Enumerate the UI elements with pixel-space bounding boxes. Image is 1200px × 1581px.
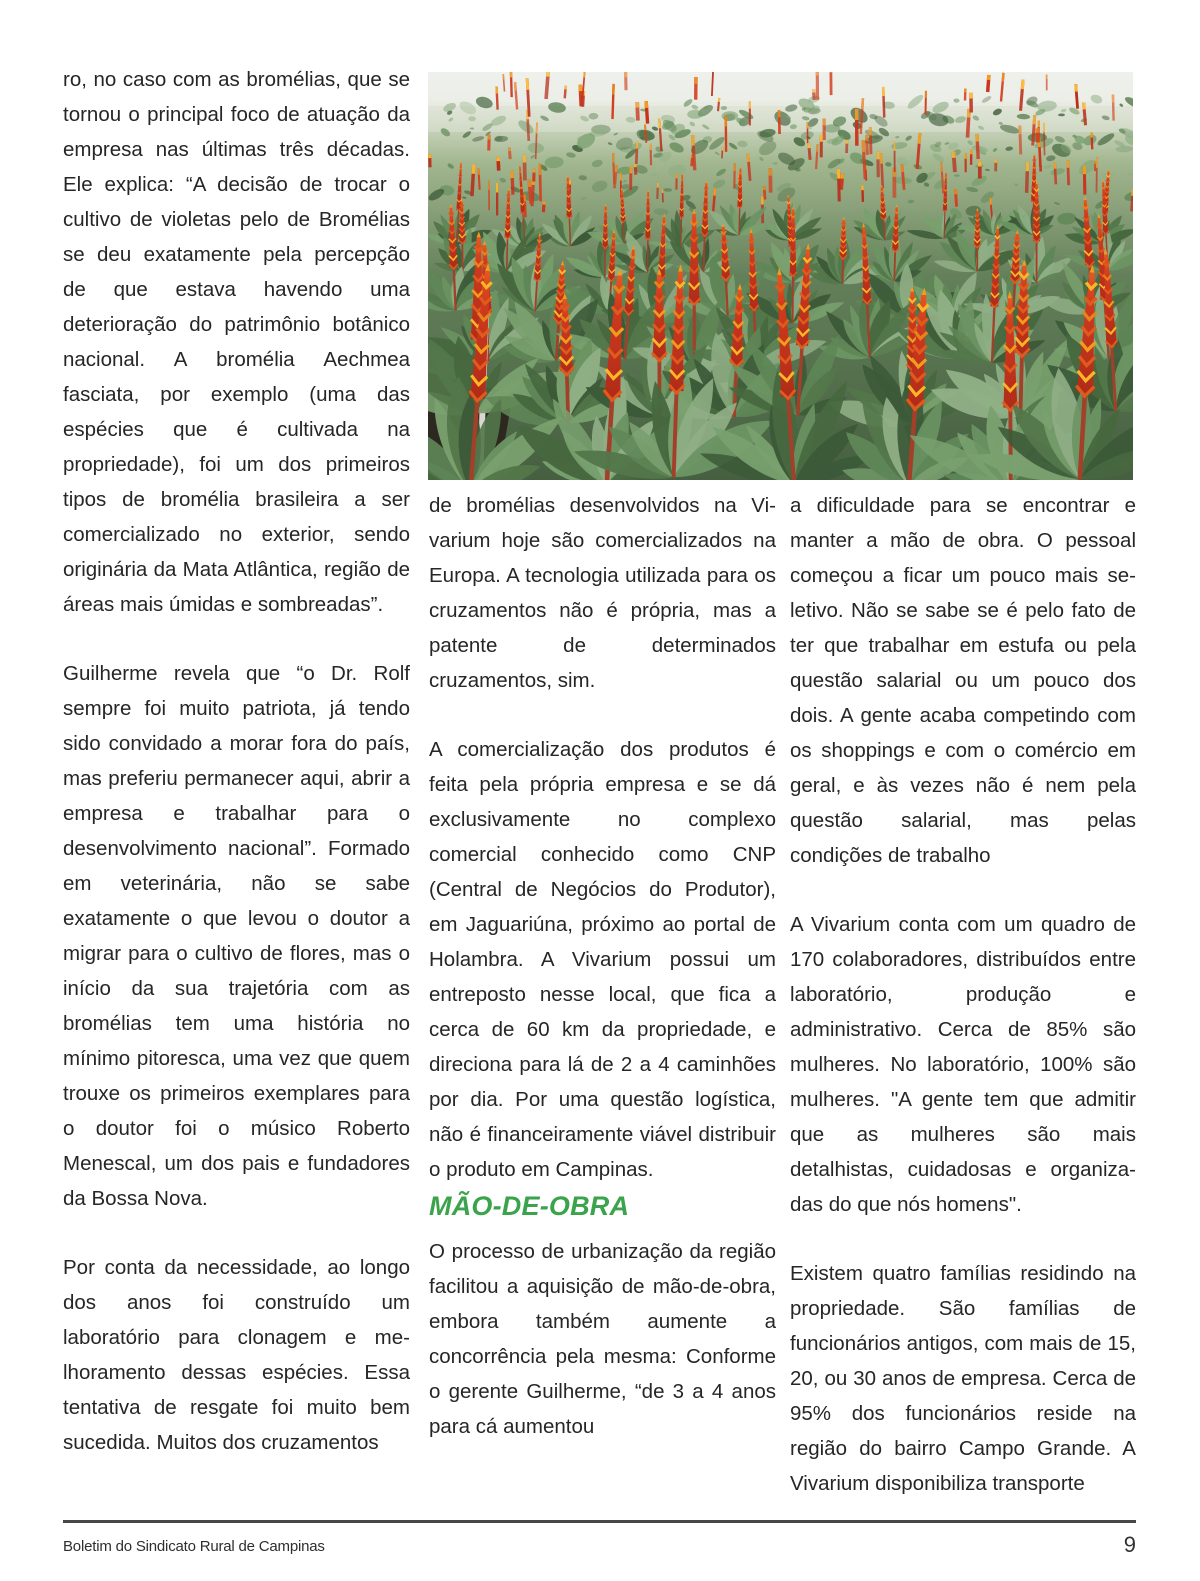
paragraph: A Vivarium conta com um quadro de 170 colaboradores, distribuídos entre laboratório, produção e administrativo. Cerca de 85% são mulheres. No laboratório, 100% são mulheres. "A gente tem que admitir que as mulheres são mais detalhistas, cuidadosas e organizadas do que nós homens". — [790, 913, 1136, 1216]
paragraph: Por conta da necessidade, ao longo dos anos foi construído um laboratório para clonagem e melhoramento dessas espécies. Essa tentativa de resgate foi muito bem sucedida. Muitos dos cruzamentos — [63, 1256, 410, 1454]
paragraph: a dificuldade para se encontrar e manter a mão de obra. O pessoal começou a ficar um pouco mais seletivo. Não se sabe se é pelo fato de ter que trabalhar em estufa ou pela questão salarial ou um pouco dos dois. A gente acaba competindo com os shoppings e com o comércio em geral, e às vezes não é nem pela questão salarial, mas pelas condições de trabalho — [790, 494, 1136, 867]
paragraph: de bromélias desenvolvidos na Vivarium hoje são comercializados na Europa. A tecnologia utilizada para os cruzamentos não é própria, mas a patente de determinados cruzamentos, sim. — [429, 494, 776, 692]
paragraph: O processo de urbanização da região facilitou a aquisição de mão-de-obra, embora também aumente a concorrência pela mesma: Conforme o gerente Guilherme, “de 3 a 4 anos para cá aumentou — [429, 1240, 776, 1438]
footer-source-text: Boletim do Sindicato Rural de Campinas — [63, 1538, 325, 1555]
paragraph: ro, no caso com as bromélias, que se tornou o principal foco de atuação da empresa nas últimas três décadas. Ele explica: “A decisão de trocar o cultivo de violetas pelo de Bromélias se deu exatamente pela percepção de que estava havendo uma deterioração do patrimônio botânico nacional. A bromélia Aechmea fasciata, por exemplo (uma das espécies que é cultivada na propriedade), foi um dos primeiros tipos de bromélia brasileira a ser comercializado no exterior, sendo originária da Mata Atlântica, região de áreas mais úmidas e sombreadas”. — [63, 68, 410, 616]
footer-page-number: 9 — [1123, 1532, 1136, 1557]
column-left — [63, 62, 410, 1460]
article-photo — [428, 72, 1133, 480]
paragraph-group — [790, 488, 1136, 1501]
paragraph-group — [429, 488, 776, 1187]
paragraph: Existem quatro famílias residindo na propriedade. São famílias de funcionários antigos, com mais de 15, 20, ou 30 anos de empresa. Cerca de 95% dos funcionários reside na região do bairro Campo Grande. A Vivarium disponibiliza transporte — [790, 1262, 1136, 1495]
paragraph: Guilherme revela que “o Dr. Rolf sempre foi muito patriota, já tendo sido convidado a morar fora do país, mas preferiu permanecer aqui, abrir a empresa e trabalhar para o desenvolvimento nacional”. Formado em veterinária, não se sabe exatamente o que levou o doutor a migrar para o cultivo de flores, mas o início da sua trajetória com as bromélias tem uma história no mínimo pitoresca, uma vez que quem trouxe os primeiros exemplares para o doutor foi o músico Roberto Menescal, um dos pais e fundadores da Bossa Nova. — [63, 662, 410, 1210]
column-middle — [429, 488, 776, 1444]
paragraph-group — [429, 1234, 776, 1444]
paragraph: A comercialização dos produtos é feita pela própria empresa e se dá exclusivamente no complexo comercial conhecido como CNP (Central de Negócios do Produtor), em Jaguariúna, próximo ao portal de Holambra. A Vivarium possui um entreposto nesse local, que fica a cerca de 60 km da propriedade, e direciona para lá de 2 a 4 caminhões por dia. Por uma questão logística, não é financeiramente viável distribuir o produto em Campinas. — [429, 738, 776, 1181]
section-heading-mao-de-obra: MÃO-DE-OBRA — [429, 1191, 630, 1221]
column-right — [790, 488, 1136, 1501]
bromeliad-greenhouse-illustration — [428, 72, 1133, 480]
paragraph-group — [63, 62, 410, 1460]
footer-rule — [63, 1520, 1136, 1523]
